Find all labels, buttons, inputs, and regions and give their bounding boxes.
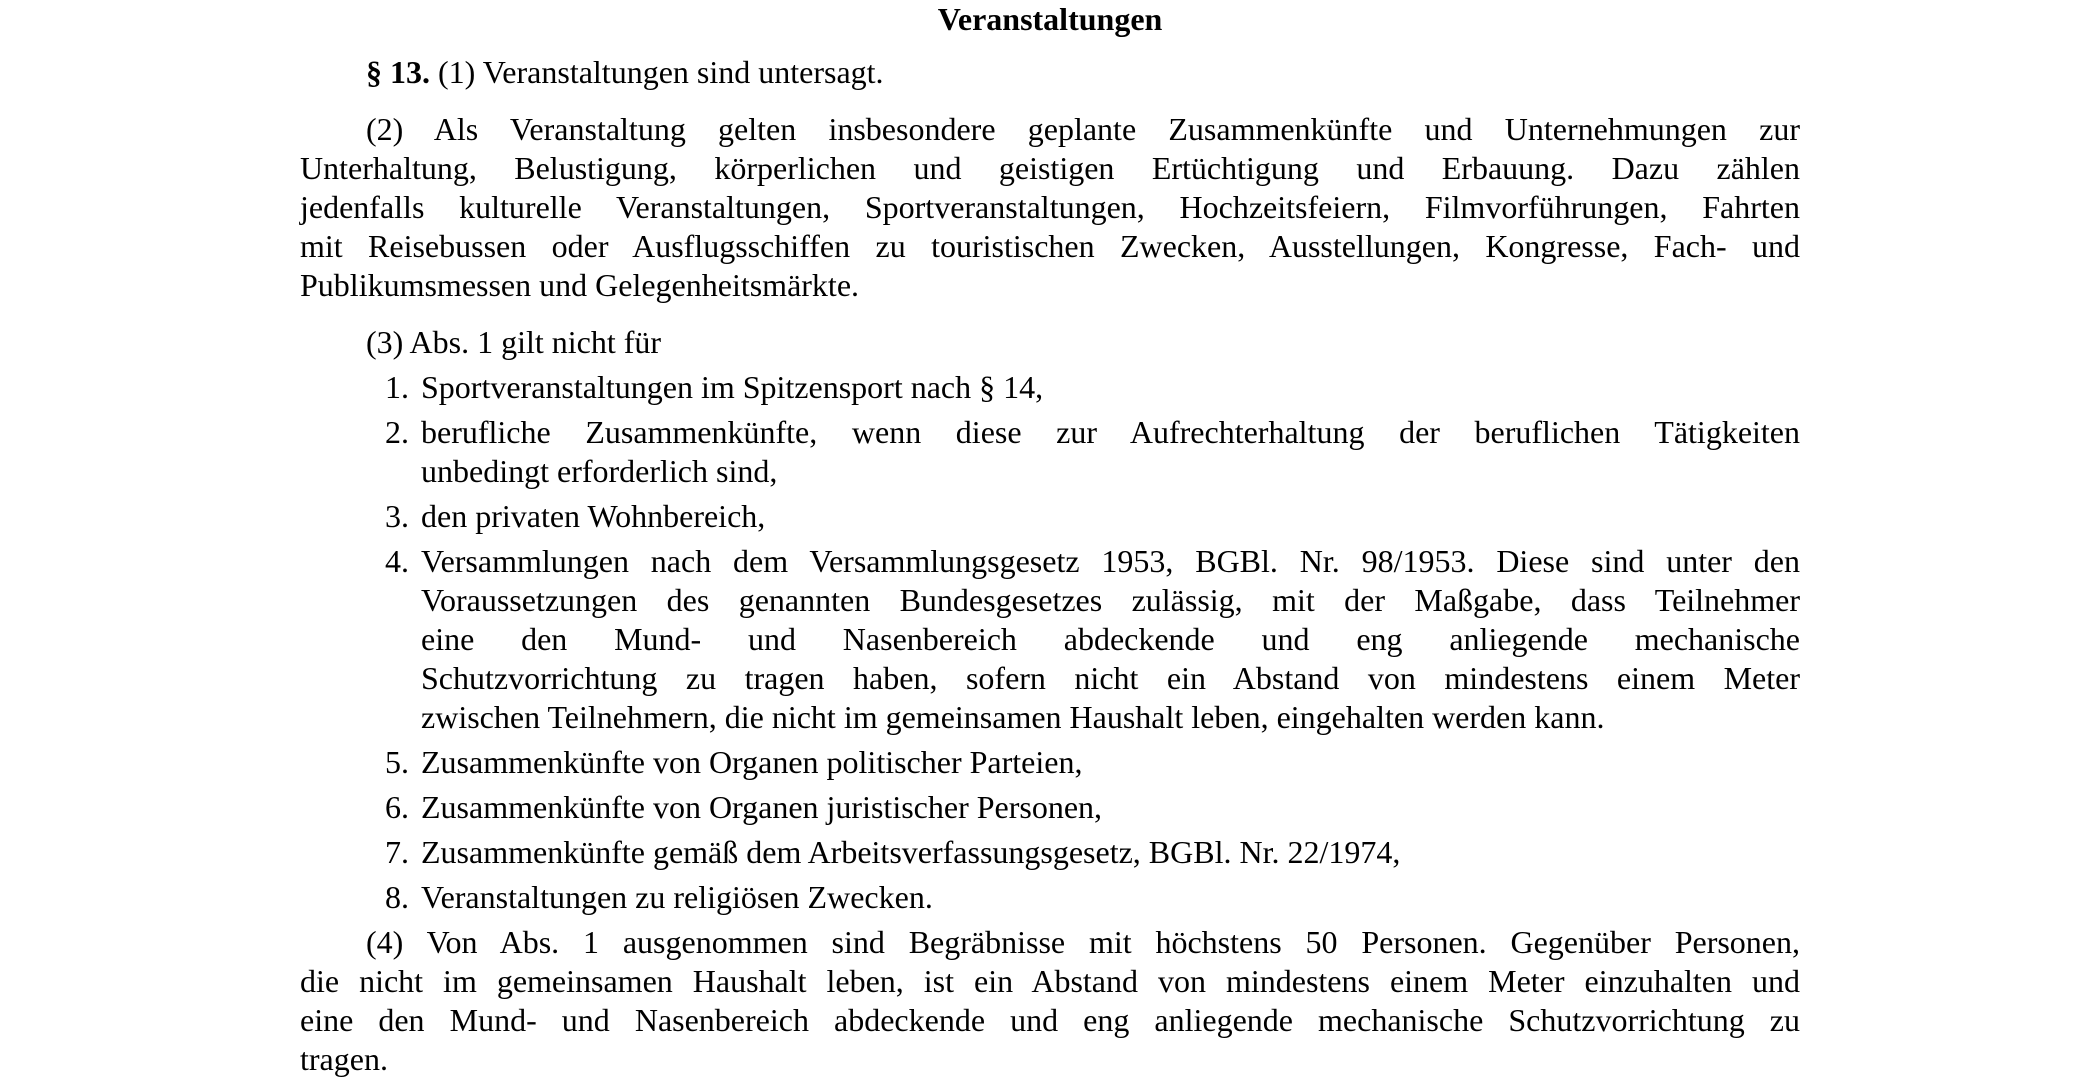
list-item-line: Sportveranstaltungen im Spitzensport nach § 14, [421, 369, 1044, 405]
list-item [300, 413, 1800, 491]
list-item-number: 8. [385, 879, 409, 915]
list-item-number: 4. [385, 543, 409, 579]
list-item-line: Voraussetzungen des genannten Bundesgesetzes zulässig, mit der Maßgabe, dass Teilnehmer [421, 582, 1800, 618]
list-item-line: unbedingt erforderlich sind, [421, 453, 778, 489]
list-item [300, 497, 1800, 536]
list-item [300, 542, 1800, 737]
paragraph-2-line: (2) Als Veranstaltung gelten insbesondere geplante Zusammenkünfte und Unternehmungen zur [366, 111, 1800, 147]
list-item [300, 743, 1800, 782]
list-item [300, 788, 1800, 827]
list-item-line: Schutzvorrichtung zu tragen haben, sofern nicht ein Abstand von mindestens einem Meter [421, 660, 1800, 696]
paragraph-4-line: tragen. [300, 1041, 388, 1077]
paragraph-4-line: (4) Von Abs. 1 ausgenommen sind Begräbnisse mit höchstens 50 Personen. Gegenüber Personen, [366, 924, 1800, 960]
list-item [300, 833, 1800, 872]
list-item-number: 6. [385, 789, 409, 825]
paragraph-2-line: jedenfalls kulturelle Veranstaltungen, Sportveranstaltungen, Hochzeitsfeiern, Filmvorführungen, Fahrten [300, 189, 1800, 225]
list-item-line: eine den Mund- und Nasenbereich abdeckende und eng anliegende mechanische [421, 621, 1800, 657]
list-item-line: Zusammenkünfte von Organen juristischer Personen, [421, 789, 1103, 825]
paragraph-2-line: mit Reisebussen oder Ausflugsschiffen zu touristischen Zwecken, Ausstellungen, Kongresse, Fach- und [300, 228, 1800, 264]
paragraph-1-text: (1) Veranstaltungen sind untersagt. [438, 54, 884, 90]
list-item-number: 3. [385, 498, 409, 534]
list-item-number: 5. [385, 744, 409, 780]
list-item-line: Zusammenkünfte gemäß dem Arbeitsverfassungsgesetz, BGBl. Nr. 22/1974, [421, 834, 1401, 870]
list-item-line: zwischen Teilnehmern, die nicht im gemeinsamen Haushalt leben, eingehalten werden kann. [421, 699, 1605, 735]
paragraph-2-line: Unterhaltung, Belustigung, körperlichen und geistigen Ertüchtigung und Erbauung. Dazu zählen [300, 150, 1800, 186]
paragraph-2-line: Publikumsmessen und Gelegenheitsmärkte. [300, 267, 860, 303]
paragraph-4-line: eine den Mund- und Nasenbereich abdeckende und eng anliegende mechanische Schutzvorrichtung zu [300, 1002, 1800, 1038]
paragraph-1 [300, 53, 1800, 92]
list-item-line: berufliche Zusammenkünfte, wenn diese zur Aufrechterhaltung der beruflichen Tätigkeiten [421, 414, 1800, 450]
exception-list [300, 368, 1800, 917]
paragraph-4 [300, 923, 1800, 1079]
list-item [300, 368, 1800, 407]
list-item-number: 2. [385, 414, 409, 450]
document-title: Veranstaltungen [937, 1, 1163, 37]
list-item-number: 1. [385, 369, 409, 405]
list-item-line: Zusammenkünfte von Organen politischer Parteien, [421, 744, 1083, 780]
list-item-line: Veranstaltungen zu religiösen Zwecken. [421, 879, 933, 915]
section-label: § 13. [366, 54, 430, 90]
paragraph-4-line: die nicht im gemeinsamen Haushalt leben, ist ein Abstand von mindestens einem Meter einzuhalten und [300, 963, 1800, 999]
list-item-number: 7. [385, 834, 409, 870]
paragraph-3-intro: (3) Abs. 1 gilt nicht für [366, 324, 662, 360]
list-item-line: den privaten Wohnbereich, [421, 498, 766, 534]
list-item-line: Versammlungen nach dem Versammlungsgesetz 1953, BGBl. Nr. 98/1953. Diese sind unter den [421, 543, 1800, 579]
list-item [300, 878, 1800, 917]
paragraph-2 [300, 110, 1800, 305]
